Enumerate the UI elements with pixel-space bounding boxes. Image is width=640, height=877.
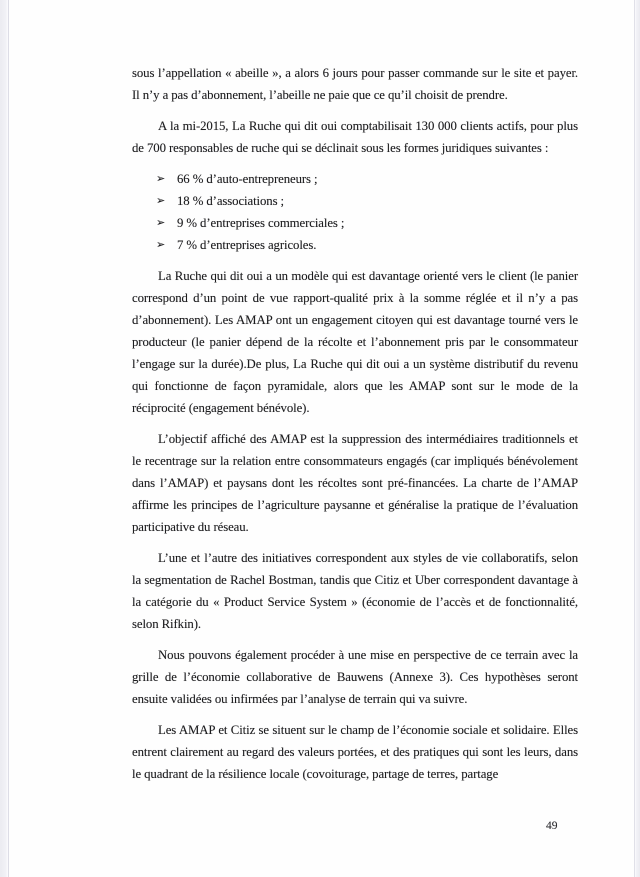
list-item [132,168,578,190]
paragraph-ruche-stats: A la mi-2015, La Ruche qui dit oui comptabilisait 130 000 clients actifs, pour plus de 700 responsables de ruche qui se déclinait sous les formes juridiques suivantes : [132,119,578,155]
list-item [132,190,578,212]
paragraph-initiatives: L’une et l’autre des initiatives correspondent aux styles de vie collaboratifs, selon la segmentation de Rachel Bostman, tandis que Citiz et Uber correspondent davantage à la catégorie du « Product Service System » (économie de l’accès et de fonctionnalité, selon Rifkin). [132,551,578,631]
list-item [132,234,578,256]
bullet-list [132,168,578,256]
page-body [132,62,578,794]
list-item-text: 7 % d’entreprises agricoles. [177,238,317,252]
page-right-edge [634,0,640,877]
page-left-edge [0,0,9,877]
arrow-bullet-icon: ➢ [156,238,166,251]
page-number: 49 [546,820,558,832]
arrow-bullet-icon: ➢ [156,216,166,229]
paragraph-amap-citiz: Les AMAP et Citiz se situent sur le champ de l’économie sociale et solidaire. Elles entrent clairement au regard des valeurs portées, et des pratiques qui sont les leurs, dans le quadrant de la résilience locale (covoiturage, partage de terres, partage [132,723,578,781]
paragraph-bauwens: Nous pouvons également procéder à une mise en perspective de ce terrain avec la grille de l’économie collaborative de Bauwens (Annexe 3). Ces hypothèses seront ensuite validées ou infirmées par l’analyse de terrain qui va suivre. [132,648,578,706]
paragraph-modele-ruche: La Ruche qui dit oui a un modèle qui est davantage orienté vers le client (le panier correspond d’un point de vue rapport-qualité prix à la somme réglée et il n’y a pas d’abonnement). Les AMAP ont un engagement citoyen qui est davantage tourné vers le producteur (le panier dépend de la récolte et l’abonnement pris par le consommateur l’engage sur la durée).De plus, La Ruche qui dit oui a un système distributif du revenu qui fonctionne de façon pyramidale, alors que les AMAP sont sur le mode de la réciprocité (engagement bénévole). [132,269,578,415]
paragraph-objectif-amap: L’objectif affiché des AMAP est la suppression des intermédiaires traditionnels et le recentrage sur la relation entre consommateurs engagés (car impliqués bénévolement dans l’AMAP) et paysans dont les récoltes sont pré-financées. La charte de l’AMAP affirme les principes de l’agriculture paysanne et généralise la pratique de l’évaluation participative du réseau. [132,432,578,534]
list-item [132,212,578,234]
arrow-bullet-icon: ➢ [156,194,166,207]
list-item-text: 66 % d’auto-entrepreneurs ; [177,172,318,186]
list-item-text: 18 % d’associations ; [177,194,285,208]
paragraph-continued: sous l’appellation « abeille », a alors 6 jours pour passer commande sur le site et payer. Il n’y a pas d’abonnement, l’abeille ne paie que ce qu’il choisit de prendre. [132,66,578,102]
list-item-text: 9 % d’entreprises commerciales ; [177,216,345,230]
arrow-bullet-icon: ➢ [156,172,166,185]
